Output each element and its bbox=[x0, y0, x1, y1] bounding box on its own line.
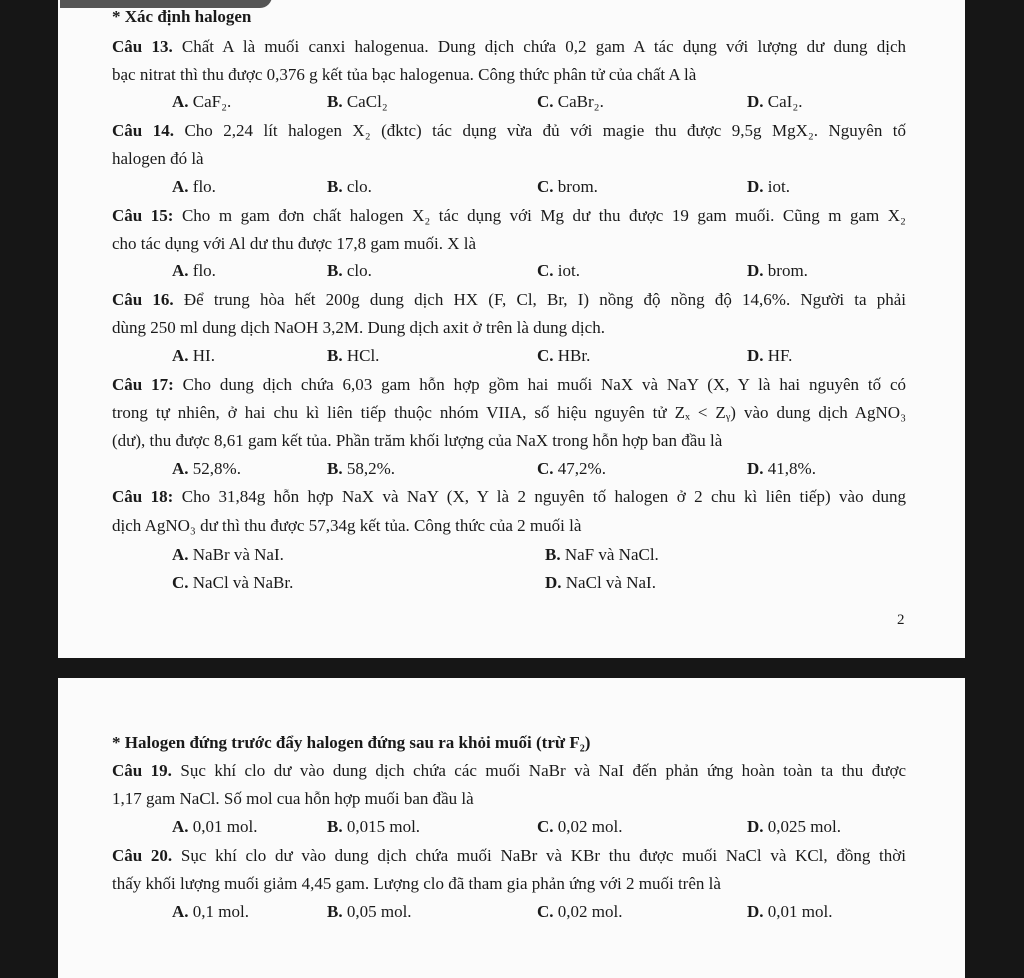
option-text: HCl. bbox=[346, 346, 380, 365]
answer-option bbox=[172, 902, 249, 922]
question-text-line bbox=[112, 761, 906, 781]
answer-option bbox=[172, 545, 284, 565]
question-text-line bbox=[112, 65, 906, 85]
answer-option bbox=[327, 92, 388, 112]
question-number: Câu 17: bbox=[112, 375, 174, 394]
question-text-line bbox=[112, 487, 906, 507]
option-text: iot. bbox=[557, 261, 580, 280]
option-text: flo. bbox=[192, 177, 216, 196]
option-letter: B. bbox=[545, 545, 561, 564]
question-number: Câu 19. bbox=[112, 761, 172, 780]
answer-option bbox=[172, 459, 241, 479]
option-letter: C. bbox=[537, 459, 554, 478]
option-text: NaCl và NaBr. bbox=[192, 573, 294, 592]
option-letter: B. bbox=[327, 346, 343, 365]
question-text: Cho 31,84g hỗn hợp NaX và NaY (X, Y là 2 nguyên tố halogen ở 2 chu kì liên tiếp) vào dung bbox=[181, 487, 907, 506]
question-text-line bbox=[112, 431, 906, 451]
answer-option bbox=[545, 545, 659, 565]
option-text: 0,02 mol. bbox=[557, 817, 623, 836]
option-text: CaF₂. bbox=[192, 92, 232, 111]
option-text: brom. bbox=[557, 177, 598, 196]
option-letter: C. bbox=[172, 573, 189, 592]
question-number: Câu 14. bbox=[112, 121, 174, 140]
answer-option bbox=[172, 573, 293, 593]
option-letter: B. bbox=[327, 817, 343, 836]
option-text: 0,025 mol. bbox=[767, 817, 841, 836]
answer-option bbox=[537, 346, 590, 366]
question-number: Câu 20. bbox=[112, 846, 173, 865]
question-text-line bbox=[112, 846, 906, 866]
option-letter: D. bbox=[747, 817, 764, 836]
question-text-line bbox=[112, 318, 906, 338]
question-text-line bbox=[112, 37, 906, 57]
question-text: trong tự nhiên, ở hai chu kì liên tiếp thuộc nhóm VIIA, số hiệu nguyên tử Zₓ < Zᵧ) vào dung dịch AgNO₃ bbox=[112, 403, 906, 422]
question-text: thấy khối lượng muối giảm 4,45 gam. Lượng clo đã tham gia phản ứng với 2 muối trên là bbox=[112, 874, 721, 893]
option-text: 47,2%. bbox=[557, 459, 606, 478]
question-text: (dư), thu được 8,61 gam kết tủa. Phần trăm khối lượng của NaX trong hỗn hợp ban đầu là bbox=[112, 431, 723, 450]
option-letter: D. bbox=[747, 92, 764, 111]
answer-option bbox=[747, 261, 808, 281]
answer-option bbox=[327, 346, 379, 366]
answer-option bbox=[327, 261, 372, 281]
question-text-line bbox=[112, 206, 906, 226]
question-number: Câu 18: bbox=[112, 487, 174, 506]
question-text: halogen đó là bbox=[112, 149, 204, 168]
answer-option bbox=[327, 902, 412, 922]
question-text: Cho dung dịch chứa 6,03 gam hỗn hợp gồm hai muối NaX và NaY (X, Y là hai nguyên tố có bbox=[182, 375, 906, 394]
question-text-line bbox=[112, 121, 906, 141]
answer-option bbox=[747, 177, 790, 197]
option-letter: C. bbox=[537, 261, 554, 280]
question-text: dùng 250 ml dung dịch NaOH 3,2M. Dung dịch axit ở trên là dung dịch. bbox=[112, 318, 605, 337]
option-text: CaBr₂. bbox=[557, 92, 604, 111]
option-letter: B. bbox=[327, 177, 343, 196]
question-text: cho tác dụng với Al dư thu được 17,8 gam muối. X là bbox=[112, 234, 477, 253]
option-text: iot. bbox=[767, 177, 790, 196]
option-text: brom. bbox=[767, 261, 808, 280]
option-letter: A. bbox=[172, 545, 189, 564]
option-text: clo. bbox=[346, 177, 372, 196]
option-text: 0,01 mol. bbox=[767, 902, 833, 921]
answer-option bbox=[172, 817, 257, 837]
section-heading: * Xác định halogen bbox=[112, 7, 252, 26]
option-letter: C. bbox=[537, 177, 554, 196]
option-letter: B. bbox=[327, 459, 343, 478]
answer-option bbox=[747, 459, 816, 479]
question-text-line bbox=[112, 149, 906, 169]
answer-option bbox=[545, 573, 656, 593]
option-text: HI. bbox=[192, 346, 215, 365]
option-letter: D. bbox=[747, 346, 764, 365]
question-text: Sục khí clo dư vào dung dịch chứa các muối NaBr và NaI đến phản ứng hoàn toàn ta thu được bbox=[180, 761, 906, 780]
answer-option bbox=[747, 92, 803, 112]
answer-option bbox=[172, 177, 216, 197]
option-letter: A. bbox=[172, 902, 189, 921]
option-text: 58,2%. bbox=[346, 459, 396, 478]
option-text: CaCl₂ bbox=[346, 92, 388, 111]
option-letter: C. bbox=[537, 817, 554, 836]
option-letter: B. bbox=[327, 902, 343, 921]
question-text: Sục khí clo dư vào dung dịch chứa muối NaBr và KBr thu được muối NaCl và KCl, đồng thời bbox=[180, 846, 906, 865]
answer-option bbox=[747, 817, 841, 837]
option-text: HBr. bbox=[557, 346, 591, 365]
question-text: dịch AgNO₃ dư thì thu được 57,34g kết tủa. Công thức của 2 muối là bbox=[112, 516, 582, 535]
option-text: 0,02 mol. bbox=[557, 902, 623, 921]
question-text-line bbox=[112, 403, 906, 423]
question-number: Câu 15: bbox=[112, 206, 174, 225]
option-letter: A. bbox=[172, 177, 189, 196]
answer-option bbox=[537, 261, 580, 281]
question-number: Câu 16. bbox=[112, 290, 174, 309]
option-text: 41,8%. bbox=[767, 459, 816, 478]
option-letter: A. bbox=[172, 92, 189, 111]
option-text: CaI₂. bbox=[767, 92, 803, 111]
option-letter: A. bbox=[172, 459, 189, 478]
option-letter: C. bbox=[537, 346, 554, 365]
option-letter: D. bbox=[545, 573, 562, 592]
option-letter: B. bbox=[327, 92, 343, 111]
answer-option bbox=[537, 459, 606, 479]
question-text: Chất A là muối canxi halogenua. Dung dịch chứa 0,2 gam A tác dụng với lượng dư dung dịch bbox=[181, 37, 907, 56]
option-text: clo. bbox=[346, 261, 372, 280]
option-letter: A. bbox=[172, 817, 189, 836]
question-text-line bbox=[112, 234, 906, 254]
option-letter: D. bbox=[747, 459, 764, 478]
answer-option bbox=[537, 177, 598, 197]
answer-option bbox=[172, 92, 231, 112]
option-letter: A. bbox=[172, 346, 189, 365]
answer-option bbox=[172, 346, 215, 366]
question-text-line bbox=[112, 290, 906, 310]
question-text-line bbox=[112, 789, 906, 809]
question-text-line bbox=[112, 874, 906, 894]
option-letter: B. bbox=[327, 261, 343, 280]
question-text: bạc nitrat thì thu được 0,376 g kết tủa bạc halogenua. Công thức phân tử của chất A là bbox=[112, 65, 697, 84]
option-text: flo. bbox=[192, 261, 216, 280]
answer-option bbox=[537, 92, 604, 112]
question-text-line bbox=[112, 375, 906, 395]
question-text: Để trung hòa hết 200g dung dịch HX (F, Cl, Br, I) nồng độ nồng độ 14,6%. Người ta phải bbox=[183, 290, 907, 309]
answer-option bbox=[327, 817, 420, 837]
question-text: Cho 2,24 lít halogen X₂ (đktc) tác dụng vừa đủ với magie thu được 9,5g MgX₂. Nguyên tố bbox=[184, 121, 907, 140]
option-text: 0,05 mol. bbox=[346, 902, 412, 921]
option-text: NaCl và NaI. bbox=[565, 573, 656, 592]
answer-option bbox=[537, 817, 622, 837]
question-text-line bbox=[112, 516, 906, 536]
page-number: 2 bbox=[897, 612, 905, 628]
answer-option bbox=[172, 261, 216, 281]
option-letter: D. bbox=[747, 261, 764, 280]
section-heading: * Halogen đứng trước đẩy halogen đứng sau ra khỏi muối (trừ F₂) bbox=[112, 733, 591, 752]
option-text: HF. bbox=[767, 346, 793, 365]
answer-option bbox=[537, 902, 622, 922]
option-text: NaBr và NaI. bbox=[192, 545, 284, 564]
option-text: 0,1 mol. bbox=[192, 902, 249, 921]
option-letter: C. bbox=[537, 902, 554, 921]
question-number: Câu 13. bbox=[112, 37, 173, 56]
option-text: 0,01 mol. bbox=[192, 817, 258, 836]
option-letter: C. bbox=[537, 92, 554, 111]
option-letter: D. bbox=[747, 177, 764, 196]
option-text: 52,8%. bbox=[192, 459, 241, 478]
answer-option bbox=[747, 346, 792, 366]
option-text: 0,015 mol. bbox=[346, 817, 421, 836]
answer-option bbox=[327, 459, 395, 479]
answer-option bbox=[327, 177, 372, 197]
question-text: Cho m gam đơn chất halogen X₂ tác dụng với Mg dư thu được 19 gam muối. Cũng m gam X₂ bbox=[181, 206, 906, 225]
option-letter: A. bbox=[172, 261, 189, 280]
option-letter: D. bbox=[747, 902, 764, 921]
option-text: NaF và NaCl. bbox=[564, 545, 659, 564]
question-text: 1,17 gam NaCl. Số mol cua hỗn hợp muối ban đầu là bbox=[112, 789, 474, 808]
answer-option bbox=[747, 902, 832, 922]
